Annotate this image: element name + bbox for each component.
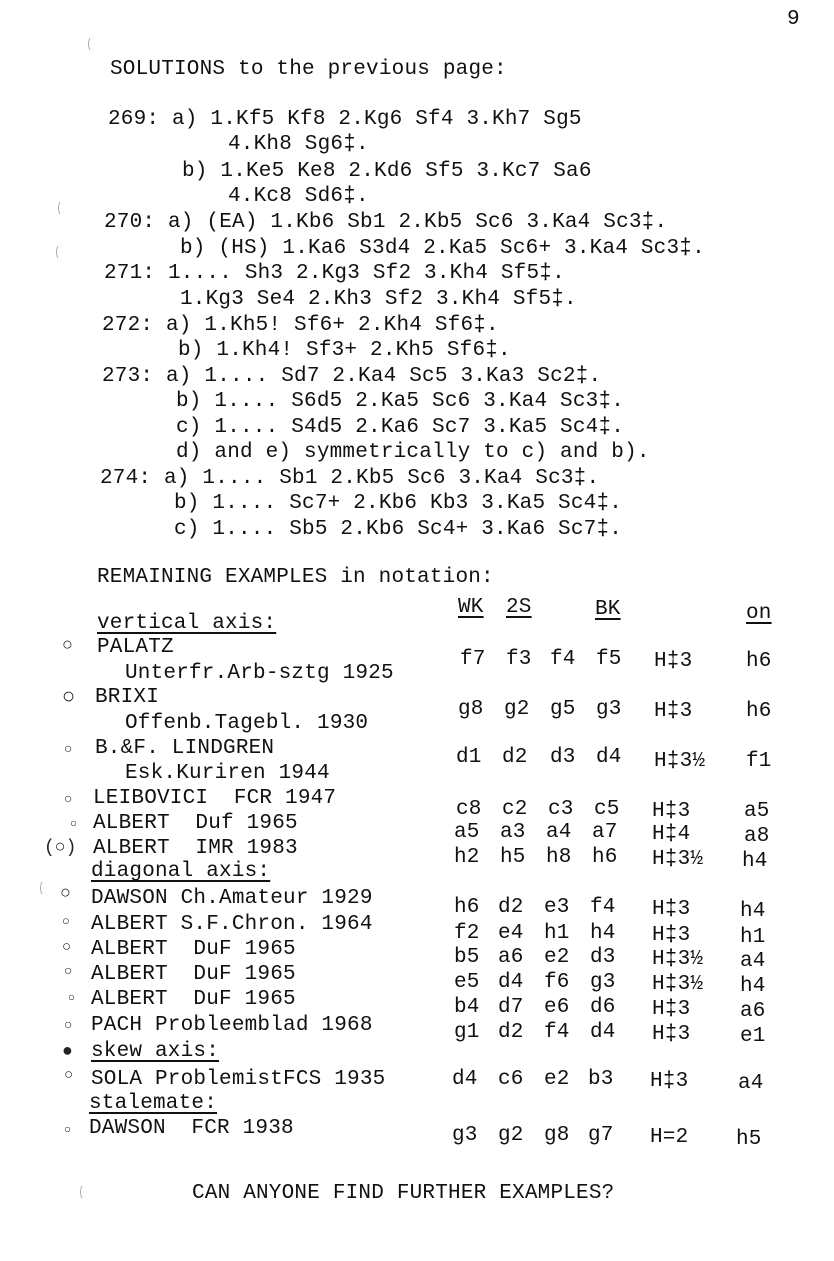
entry-s2: g8 (544, 1124, 570, 1147)
entry-on: a4 (740, 950, 766, 973)
entry-author: SOLA ProblemistFCS 1935 (91, 1068, 386, 1091)
entry-stipulation: H‡3½ (654, 750, 706, 773)
entry-source: Esk.Kuriren 1944 (125, 762, 330, 785)
solution-line: 4.Kc8 Sd6‡. (228, 185, 369, 208)
entry-bk: f4 (590, 896, 616, 919)
entry-s1: g2 (498, 1124, 524, 1147)
solution-line: 269: a) 1.Kf5 Kf8 2.Kg6 Sf4 3.Kh7 Sg5 (108, 108, 582, 131)
entry-stipulation: H‡3 (652, 1023, 691, 1046)
entry-bk: g7 (588, 1124, 614, 1147)
entry-author: PALATZ (97, 636, 174, 659)
entry-stipulation: H‡4 (652, 823, 691, 846)
margin-mark: ○ (62, 685, 76, 710)
punch-mark (56, 244, 64, 260)
entry-s2: f6 (544, 971, 570, 994)
margin-mark: ○ (64, 1123, 72, 1137)
margin-mark: ○ (64, 1018, 73, 1034)
entry-author: PACH Probleemblad 1968 (91, 1014, 373, 1037)
entry-stipulation: H‡3 (652, 924, 691, 947)
solution-line: 271: 1.... Sh3 2.Kg3 Sf2 3.Kh4 Sf5‡. (104, 262, 565, 285)
entry-wk: h6 (454, 896, 480, 919)
entry-s1: h5 (500, 846, 526, 869)
margin-mark: ○ (62, 939, 72, 956)
entry-stipulation: H‡3 (654, 700, 693, 723)
punch-mark (40, 880, 48, 896)
solution-line: 4.Kh8 Sg6‡. (228, 133, 369, 156)
entry-s2: d3 (550, 746, 576, 769)
entry-author: ALBERT S.F.Chron. 1964 (91, 913, 373, 936)
entry-bk: h4 (590, 922, 616, 945)
entry-on: h4 (740, 900, 766, 923)
entry-bk: a7 (592, 821, 618, 844)
column-header-wk: WK (458, 596, 484, 619)
entry-bk: c5 (594, 798, 620, 821)
entry-stipulation: H‡3½ (652, 848, 704, 871)
entry-on: f1 (746, 750, 772, 773)
entry-s1: c6 (498, 1068, 524, 1091)
section-diagonal: diagonal axis: (91, 860, 271, 883)
margin-mark: ○ (62, 914, 70, 929)
entry-wk: c8 (456, 798, 482, 821)
solutions-heading: SOLUTIONS to the previous page: (110, 58, 507, 81)
margin-mark: ● (62, 1042, 73, 1062)
entry-author: LEIBOVICI FCR 1947 (93, 787, 337, 810)
entry-author: B.&F. LINDGREN (95, 737, 275, 760)
entry-on: a4 (738, 1072, 764, 1095)
punch-mark (88, 36, 96, 52)
entry-author: ALBERT Duf 1965 (93, 812, 298, 835)
entry-s1: g2 (504, 698, 530, 721)
entry-wk: d4 (452, 1068, 478, 1091)
entry-wk: f2 (454, 922, 480, 945)
solution-line: b) 1.Kh4! Sf3+ 2.Kh5 Sf6‡. (178, 339, 511, 362)
entry-stipulation: H‡3 (652, 998, 691, 1021)
entry-wk: g1 (454, 1021, 480, 1044)
entry-wk: g3 (452, 1124, 478, 1147)
solution-line: c) 1.... Sb5 2.Kb6 Sc4+ 3.Ka6 Sc7‡. (174, 518, 623, 541)
entry-on: h5 (736, 1128, 762, 1151)
entry-s1: a6 (498, 946, 524, 969)
punch-mark (58, 200, 66, 216)
entry-author: BRIXI (95, 686, 160, 709)
margin-mark: (○) (44, 838, 77, 858)
entry-s1: d2 (498, 896, 524, 919)
entry-s2: a4 (546, 821, 572, 844)
entry-stipulation: H‡3 (652, 800, 691, 823)
entry-on: a8 (744, 825, 770, 848)
margin-mark: ○ (64, 1067, 74, 1084)
solution-line: b) 1.... S6d5 2.Ka5 Sc6 3.Ka4 Sc3‡. (176, 390, 625, 413)
entry-bk: d6 (590, 996, 616, 1019)
entry-s2: g5 (550, 698, 576, 721)
entry-bk: g3 (596, 698, 622, 721)
entry-s1: c2 (502, 798, 528, 821)
remaining-heading: REMAINING EXAMPLES in notation: (97, 566, 494, 589)
entry-s2: f4 (550, 648, 576, 671)
entry-on: e1 (740, 1025, 766, 1048)
solution-line: b) (HS) 1.Ka6 S3d4 2.Ka5 Sc6+ 3.Ka4 Sc3‡. (180, 237, 705, 260)
column-header-on: on (746, 602, 772, 625)
entry-wk: b5 (454, 946, 480, 969)
page-number: 9 (787, 8, 800, 31)
section-stalemate: stalemate: (89, 1092, 218, 1115)
solution-line: c) 1.... S4d5 2.Ka6 Sc7 3.Ka5 Sc4‡. (176, 416, 625, 439)
margin-mark: ○ (70, 817, 78, 831)
entry-on: a6 (740, 1000, 766, 1023)
margin-mark: ○ (60, 884, 71, 904)
entry-on: h6 (746, 700, 772, 723)
entry-on: h4 (742, 850, 768, 873)
entry-s1: d4 (498, 971, 524, 994)
entry-stipulation: H‡3 (650, 1070, 689, 1093)
entry-source: Unterfr.Arb-sztg 1925 (125, 662, 394, 685)
entry-s2: e2 (544, 1068, 570, 1091)
solution-line: 272: a) 1.Kh5! Sf6+ 2.Kh4 Sf6‡. (102, 314, 499, 337)
entry-wk: g8 (458, 698, 484, 721)
solution-line: b) 1.Ke5 Ke8 2.Kd6 Sf5 3.Kc7 Sa6 (182, 160, 592, 183)
entry-stipulation: H=2 (650, 1126, 689, 1149)
solution-line: b) 1.... Sc7+ 2.Kb6 Kb3 3.Ka5 Sc4‡. (174, 492, 623, 515)
section-vertical: vertical axis: (97, 612, 277, 635)
entry-stipulation: H‡3 (654, 650, 693, 673)
entry-s2: e3 (544, 896, 570, 919)
margin-mark: ○ (64, 964, 73, 980)
entry-author: DAWSON FCR 1938 (89, 1117, 294, 1140)
column-header-2s: 2S (506, 596, 532, 619)
entry-stipulation: H‡3 (652, 898, 691, 921)
entry-bk: d4 (590, 1021, 616, 1044)
entry-wk: f7 (460, 648, 486, 671)
entry-bk: d4 (596, 746, 622, 769)
entry-bk: b3 (588, 1068, 614, 1091)
entry-stipulation: H‡3½ (652, 973, 704, 996)
entry-s1: a3 (500, 821, 526, 844)
entry-wk: h2 (454, 846, 480, 869)
margin-mark: ○ (62, 636, 73, 656)
entry-author: ALBERT DuF 1965 (91, 988, 296, 1011)
entry-s1: f3 (506, 648, 532, 671)
solution-line: 274: a) 1.... Sb1 2.Kb5 Sc6 3.Ka4 Sc3‡. (100, 467, 600, 490)
entry-on: a5 (744, 800, 770, 823)
entry-s2: h1 (544, 922, 570, 945)
entry-wk: e5 (454, 971, 480, 994)
entry-author: ALBERT IMR 1983 (93, 837, 298, 860)
solution-line: 1.Kg3 Se4 2.Kh3 Sf2 3.Kh4 Sf5‡. (180, 288, 577, 311)
solution-line: d) and e) symmetrically to c) and b). (176, 441, 650, 464)
margin-mark: ○ (64, 792, 73, 808)
solution-line: 270: a) (EA) 1.Kb6 Sb1 2.Kb5 Sc6 3.Ka4 Sc3‡. (104, 211, 668, 234)
margin-mark: ○ (68, 991, 76, 1005)
entry-s1: d2 (498, 1021, 524, 1044)
column-header-bk: BK (595, 598, 621, 621)
entry-s1: d7 (498, 996, 524, 1019)
entry-source: Offenb.Tagebl. 1930 (125, 712, 369, 735)
entry-on: h4 (740, 975, 766, 998)
entry-s2: c3 (548, 798, 574, 821)
entry-bk: h6 (592, 846, 618, 869)
entry-bk: g3 (590, 971, 616, 994)
entry-author: ALBERT DuF 1965 (91, 963, 296, 986)
entry-bk: f5 (596, 648, 622, 671)
punch-mark (80, 1184, 88, 1200)
entry-s2: e6 (544, 996, 570, 1019)
entry-s1: e4 (498, 922, 524, 945)
section-skew: skew axis: (91, 1040, 220, 1063)
entry-s1: d2 (502, 746, 528, 769)
solution-line: 273: a) 1.... Sd7 2.Ka4 Sc5 3.Ka3 Sc2‡. (102, 365, 602, 388)
entry-on: h6 (746, 650, 772, 673)
entry-on: h1 (740, 926, 766, 949)
entry-s2: e2 (544, 946, 570, 969)
entry-author: ALBERT DuF 1965 (91, 938, 296, 961)
margin-mark: ○ (64, 742, 73, 758)
footer-question: CAN ANYONE FIND FURTHER EXAMPLES? (192, 1182, 615, 1205)
entry-wk: d1 (456, 746, 482, 769)
entry-stipulation: H‡3½ (652, 948, 704, 971)
entry-wk: b4 (454, 996, 480, 1019)
entry-author: DAWSON Ch.Amateur 1929 (91, 887, 373, 910)
entry-bk: d3 (590, 946, 616, 969)
entry-s2: h8 (546, 846, 572, 869)
entry-wk: a5 (454, 821, 480, 844)
entry-s2: f4 (544, 1021, 570, 1044)
